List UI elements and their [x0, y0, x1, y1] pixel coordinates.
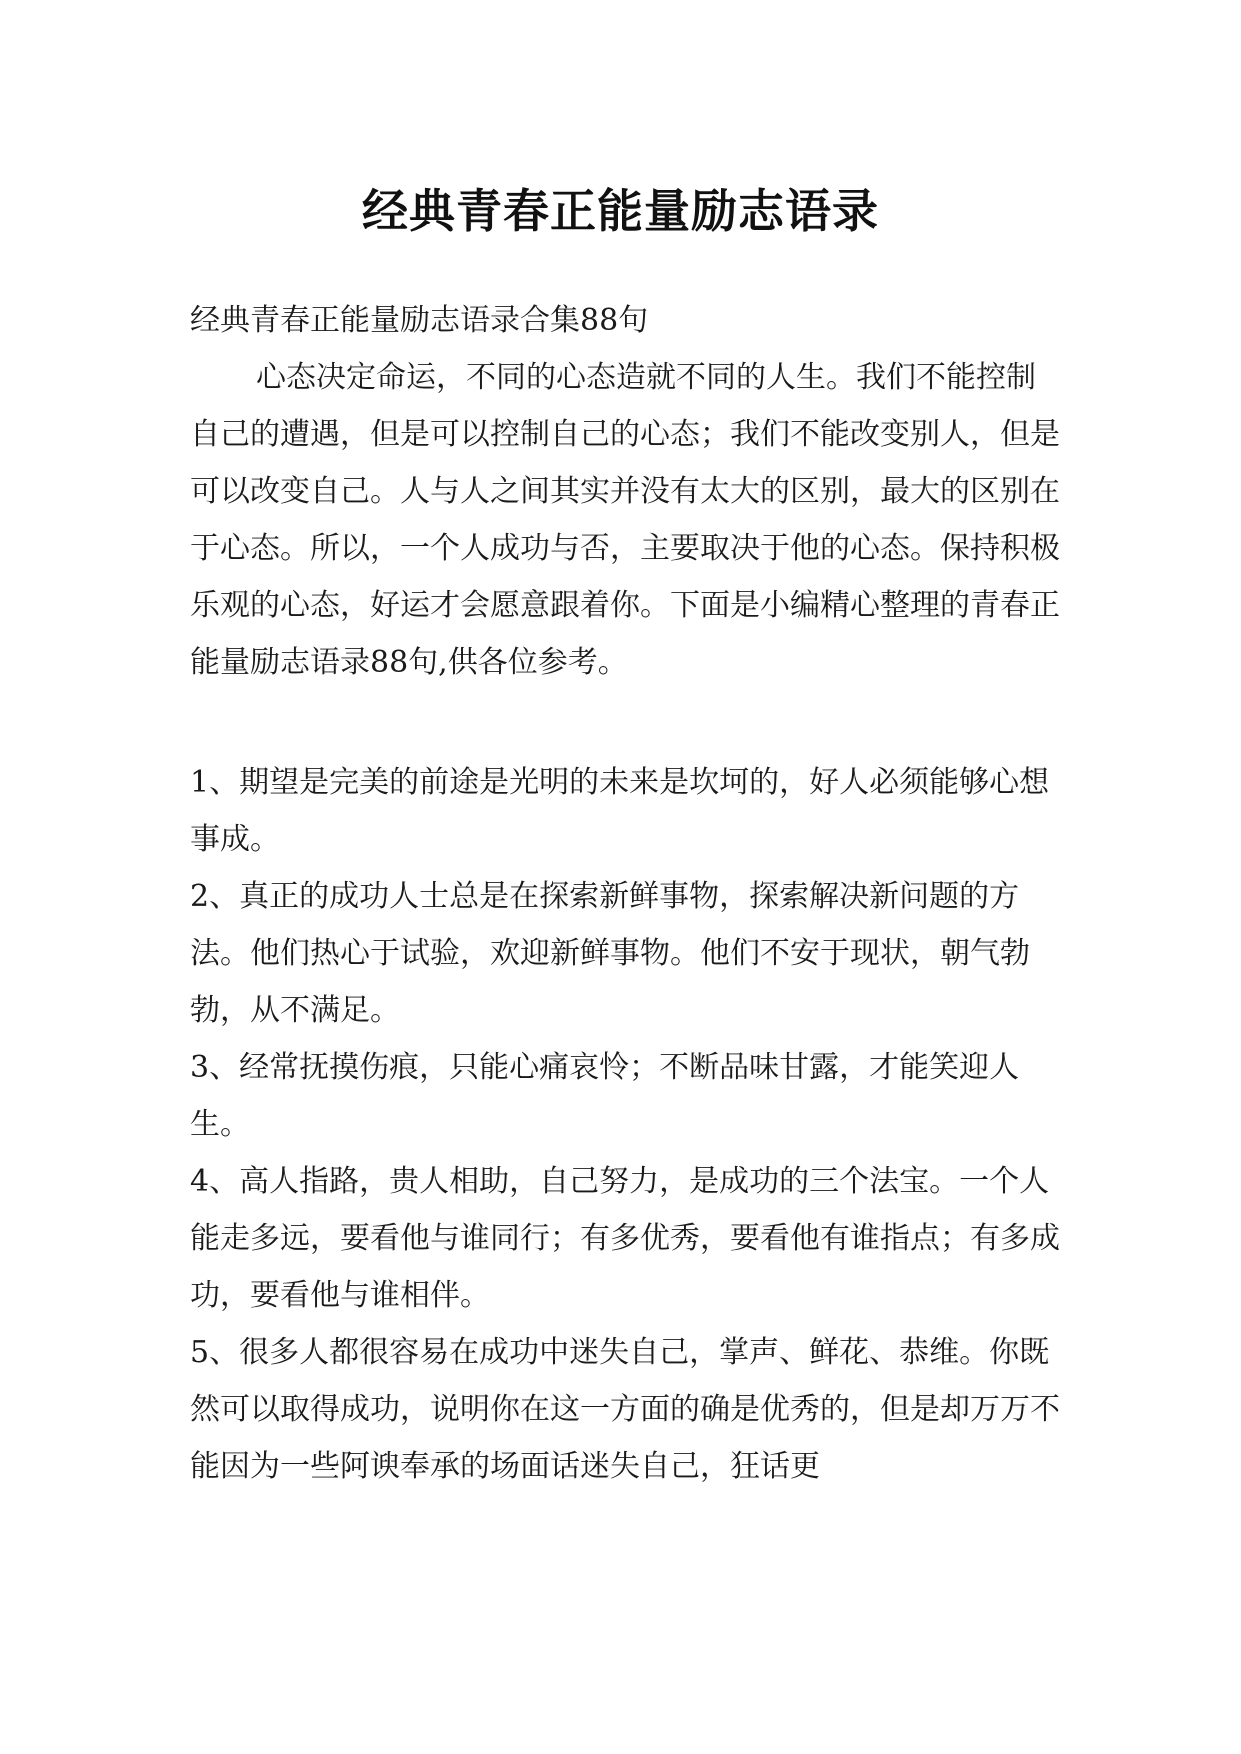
quote-item-3: 3、经常抚摸伤痕，只能心痛哀怜；不断品味甘露，才能笑迎人生。 — [190, 1050, 1020, 1142]
document-title: 经典青春正能量励志语录 — [362, 183, 879, 238]
quote-item-5: 5、很多人都很容易在成功中迷失自己，掌声、鲜花、恭维。你既然可以取得成功，说明你在这一方面的确是优秀的，但是却万万不能因为一些阿谀奉承的场面话迷失自己，狂话更 — [190, 1335, 1060, 1484]
quote-item-2: 2、真正的成功人士总是在探索新鲜事物，探索解决新问题的方法。他们热心于试验，欢迎新鲜事物。他们不安于现状，朝气勃勃，从不满足。 — [190, 879, 1030, 1028]
document-body — [190, 292, 1060, 1495]
quote-item-4: 4、高人指路，贵人相助，自己努力，是成功的三个法宝。一个人能走多远，要看他与谁同行；有多优秀，要看他有谁指点；有多成功，要看他与谁相伴。 — [190, 1164, 1060, 1313]
quote-item-1: 1、期望是完美的前途是光明的未来是坎坷的，好人必须能够心想事成。 — [190, 765, 1050, 857]
document-subtitle: 经典青春正能量励志语录合集88句 — [190, 303, 649, 338]
intro-paragraph: 心态决定命运，不同的心态造就不同的人生。我们不能控制自己的遭遇，但是可以控制自己的心态；我们不能改变别人，但是可以改变自己。人与人之间其实并没有太大的区别，最大的区别在于心态。所以，一个人成功与否，主要取决于他的心态。保持积极乐观的心态，好运才会愿意跟着你。下面是小编精心整理的青春正能量励志语录88句,供各位参考。 — [190, 360, 1060, 680]
paragraph-spacer — [190, 691, 1060, 754]
